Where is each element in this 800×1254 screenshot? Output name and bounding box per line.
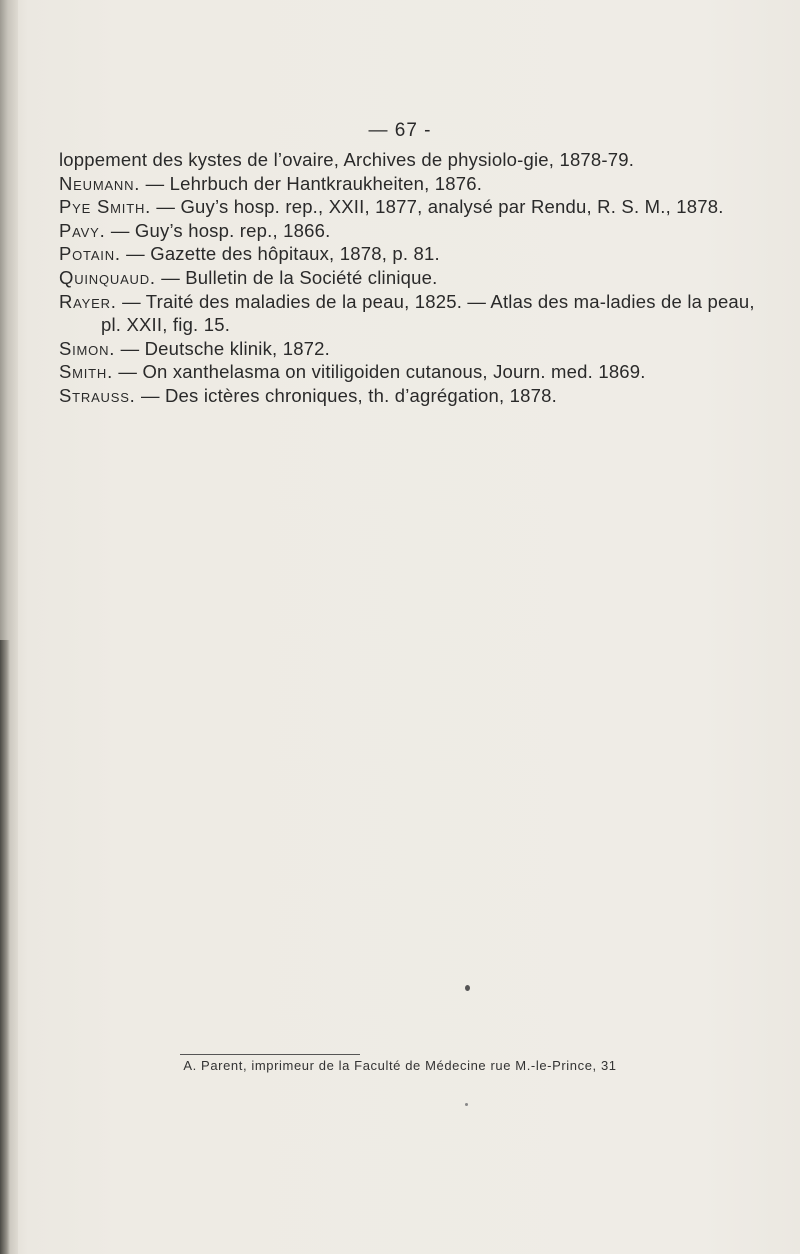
bibliography-entry [59,148,759,172]
bibliography-entry [59,242,759,266]
bibliography-entry [59,290,759,337]
bibliography-entry [59,266,759,290]
bibliography-entry [59,384,759,408]
printer-footer: A. Parent, imprimeur de la Faculté de Médecine rue M.-le-Prince, 31 [183,1058,617,1073]
entry-author: Simon. [59,337,116,359]
entry-text: — Gazette des hôpitaux, 1878, p. 81. [120,243,440,265]
entry-text: — Lehrbuch der Hantkraukheiten, 1876. [140,172,483,194]
page-number: — 67 - [368,120,432,141]
bibliography-list [59,148,759,408]
entry-text: — Traité des maladies de la peau, 1825. — Atlas des ma-ladies de la peau, pl. XXII, fig. 15. [101,290,755,336]
entry-text: — Deutsche klinik, 1872. [115,337,331,359]
entry-author: Potain. [59,243,121,265]
entry-text: — Guy’s hosp. rep., 1866. [105,219,331,241]
bibliography-entry [59,360,759,384]
bibliography-entry [59,172,759,196]
entry-author: Quinquaud. [59,266,156,288]
entry-text: — Bulletin de la Société clinique. [155,266,438,288]
ink-speck [465,985,470,991]
entry-text: — Guy’s hosp. rep., XXII, 1877, analysé par Rendu, R. S. M., 1878. [151,196,724,218]
entry-text: — On xanthelasma on vitiligoiden cutanous, Journ. med. 1869. [113,361,646,383]
page-binding-edge [0,640,10,1254]
entry-author: Smith. [59,361,114,383]
entry-author: Neumann. [59,172,141,194]
ink-speck [465,1103,468,1106]
entry-author: Pye Smith. [59,196,152,218]
entry-author: Pavy. [59,219,106,241]
bibliography-entry [59,219,759,243]
bibliography-entry [59,337,759,361]
entry-author: Strauss. [59,384,136,406]
entry-author: Rayer. [59,290,117,312]
entry-text: — Des ictères chroniques, th. d’agrégation, 1878. [135,384,557,406]
footer-rule [180,1054,360,1055]
entry-text: loppement des kystes de l’ovaire, Archives de physiolo-gie, 1878-79. [59,149,635,170]
bibliography-entry [59,195,759,219]
